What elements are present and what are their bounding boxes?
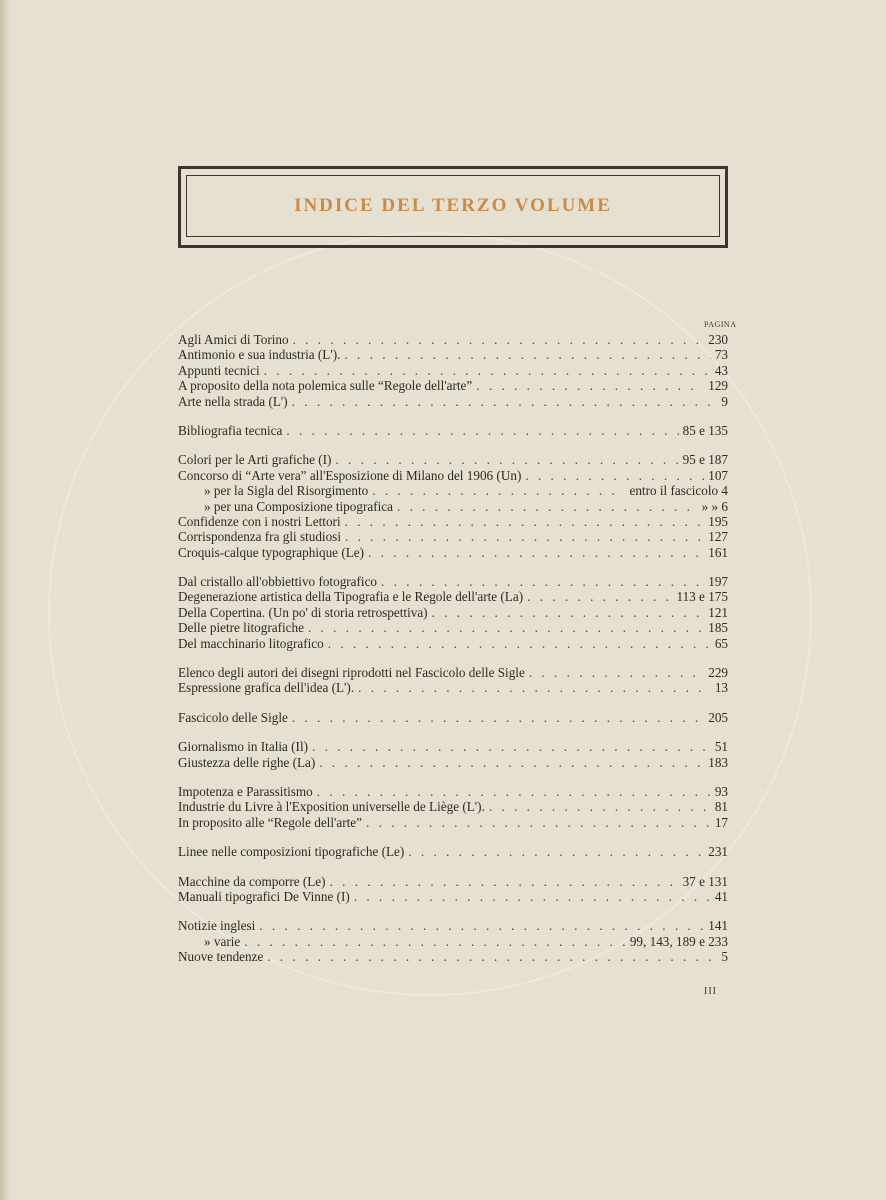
section-gap	[178, 409, 728, 423]
section-gap	[178, 770, 728, 784]
toc-entry-page: 43	[714, 362, 728, 378]
toc-entry	[178, 347, 728, 362]
dot-leader	[432, 605, 705, 620]
page-column-label: PAGINA	[704, 320, 737, 329]
toc-entry-title: Industrie du Livre à l'Exposition universelle de Liège (L').	[178, 799, 485, 815]
toc-entry-page: entro il fascicolo 4	[629, 483, 728, 499]
toc-entry	[178, 605, 728, 620]
toc-entry-page: 127	[708, 529, 728, 545]
toc-entry-title: Delle pietre litografiche	[178, 620, 304, 636]
toc-entry	[178, 529, 728, 544]
toc-entry	[178, 844, 728, 859]
toc-entry	[178, 636, 728, 651]
section-gap	[178, 438, 728, 452]
section-gap	[178, 696, 728, 710]
dot-leader	[525, 468, 704, 483]
page-title: INDICE DEL TERZO VOLUME	[294, 195, 612, 216]
toc-entry	[178, 574, 728, 589]
dot-leader	[330, 874, 679, 889]
toc-entry-title: A proposito della nota polemica sulle “Regole dell'arte”	[178, 378, 473, 394]
dot-leader	[397, 499, 698, 514]
toc-entry-title: Manuali tipografici De Vinne (I)	[178, 888, 350, 904]
toc-entry-page: 81	[714, 799, 728, 815]
toc-entry-page: 51	[714, 739, 728, 755]
dot-leader	[358, 680, 711, 695]
toc-entry-page: 85 e 135	[682, 422, 728, 438]
dot-leader	[372, 483, 625, 498]
dot-leader	[308, 620, 704, 635]
dot-leader	[354, 889, 711, 904]
toc-entry-page: 185	[708, 620, 728, 636]
toc-entry-title: Macchine da comporre (Le)	[178, 873, 326, 889]
toc-entry	[178, 468, 728, 483]
toc-entry	[178, 514, 728, 529]
toc-entry-title: Giornalismo in Italia (Il)	[178, 739, 309, 755]
toc-entry-title: Espressione grafica dell'idea (L').	[178, 680, 355, 696]
dot-leader	[345, 514, 705, 529]
toc-entry	[178, 378, 728, 393]
title-frame-inner	[186, 175, 720, 237]
dot-leader	[366, 815, 711, 830]
dot-leader	[244, 934, 626, 949]
toc-entry-title: Dal cristallo all'obbiettivo fotografico	[178, 574, 378, 590]
toc-entry-title: Impotenza e Parassitismo	[178, 783, 313, 799]
dot-leader	[292, 710, 704, 725]
toc-entry	[178, 799, 728, 814]
toc-entry-title: Elenco degli autori dei disegni riprodotti nel Fascicolo delle Sigle	[178, 665, 525, 681]
toc-entry-page: 73	[714, 347, 728, 363]
toc-entry	[178, 949, 728, 964]
toc-entry	[178, 874, 728, 889]
toc-entry	[178, 589, 728, 604]
toc-entry-title: Colori per le Arti grafiche (I)	[178, 452, 332, 468]
dot-leader	[529, 665, 704, 680]
section-gap	[178, 830, 728, 844]
toc-entry	[178, 452, 728, 467]
toc-entry-title: Linee nelle composizioni tipografiche (Le)	[178, 844, 405, 860]
toc-entry-page: 231	[708, 844, 728, 860]
toc-entry-title: Degenerazione artistica della Tipografia e le Regole dell'arte (La)	[178, 589, 524, 605]
toc-entry-page: 205	[708, 709, 728, 725]
toc-entry-page: 183	[708, 754, 728, 770]
toc-entry-page: » » 6	[701, 498, 728, 514]
toc-entry-title: Del macchinario litografico	[178, 635, 324, 651]
toc-entry-page: 107	[708, 467, 728, 483]
toc-entry-title: Concorso di “Arte vera” all'Esposizione di Milano del 1906 (Un)	[178, 467, 522, 483]
section-gap	[178, 904, 728, 918]
toc-entry-title: » per una Composizione tipografica	[204, 498, 393, 514]
toc-entry-title: Della Copertina. (Un po' di storia retrospettiva)	[178, 604, 428, 620]
section-gap	[178, 651, 728, 665]
toc-entry-page: 65	[714, 635, 728, 651]
dot-leader	[381, 574, 704, 589]
toc-entry	[178, 665, 728, 680]
dot-leader	[264, 363, 711, 378]
toc-entry	[178, 545, 728, 560]
toc-entry-page: 230	[708, 332, 728, 347]
dot-leader	[286, 423, 678, 438]
toc-entry	[178, 815, 728, 830]
toc-entry-title: Corrispondenza fra gli studiosi	[178, 529, 341, 545]
toc-entry-page: 195	[708, 513, 728, 529]
toc-entry	[178, 755, 728, 770]
toc-entry-title: » varie	[204, 933, 241, 949]
toc-entry	[178, 889, 728, 904]
table-of-contents	[178, 332, 728, 965]
toc-entry	[178, 710, 728, 725]
dot-leader	[476, 378, 704, 393]
dot-leader	[328, 636, 711, 651]
dot-leader	[408, 844, 704, 859]
toc-entry-title: Agli Amici di Torino	[178, 332, 289, 347]
toc-entry	[178, 680, 728, 695]
toc-entry-page: 113 e 175	[676, 589, 728, 605]
toc-entry	[178, 423, 728, 438]
toc-entry-title: Arte nella strada (L')	[178, 393, 288, 409]
toc-entry-title: Fascicolo delle Sigle	[178, 709, 288, 725]
toc-entry-page: 41	[714, 888, 728, 904]
dot-leader	[344, 347, 710, 362]
toc-entry	[178, 363, 728, 378]
toc-entry-title: Antimonio e sua industria (L').	[178, 347, 341, 363]
toc-entry	[178, 499, 728, 514]
toc-entry-title: Appunti tecnici	[178, 362, 260, 378]
toc-entry	[178, 934, 728, 949]
toc-entry	[178, 332, 728, 347]
toc-entry-page: 129	[708, 378, 728, 394]
toc-entry	[178, 394, 728, 409]
toc-entry-page: 37 e 131	[682, 873, 728, 889]
toc-entry-page: 197	[708, 574, 728, 590]
toc-entry	[178, 620, 728, 635]
toc-entry	[178, 918, 728, 933]
toc-entry-page: 17	[714, 814, 728, 830]
dot-leader	[317, 784, 711, 799]
toc-entry-page: 13	[714, 680, 728, 696]
dot-leader	[345, 529, 704, 544]
toc-entry-page: 121	[708, 604, 728, 620]
toc-entry-page: 99, 143, 189 e 233	[629, 933, 728, 949]
toc-entry-title: In proposito alle “Regole dell'arte”	[178, 814, 363, 830]
toc-entry-page: 9	[721, 393, 728, 409]
dot-leader	[335, 452, 678, 467]
toc-entry-title: Notizie inglesi	[178, 918, 256, 934]
page-edge	[0, 0, 10, 1200]
dot-leader	[527, 589, 672, 604]
dot-leader	[312, 739, 711, 754]
section-gap	[178, 860, 728, 874]
toc-entry-page: 229	[708, 665, 728, 681]
page-folio: III	[704, 986, 717, 997]
dot-leader	[267, 949, 717, 964]
toc-entry-page: 141	[708, 918, 728, 934]
toc-entry-page: 161	[708, 544, 728, 560]
toc-entry-page: 5	[721, 949, 728, 965]
dot-leader	[293, 332, 705, 347]
toc-entry-page: 95 e 187	[682, 452, 728, 468]
toc-entry-title: Bibliografia tecnica	[178, 422, 283, 438]
toc-entry-title: Croquis-calque typographique (Le)	[178, 544, 365, 560]
toc-entry-title: Giustezza delle righe (La)	[178, 754, 316, 770]
dot-leader	[489, 799, 711, 814]
dot-leader	[368, 545, 704, 560]
toc-entry-title: Confidenze con i nostri Lettori	[178, 513, 341, 529]
toc-entry	[178, 739, 728, 754]
section-gap	[178, 725, 728, 739]
section-gap	[178, 560, 728, 574]
toc-entry-title: » per la Sigla del Risorgimento	[204, 483, 369, 499]
dot-leader	[292, 394, 718, 409]
dot-leader	[319, 755, 704, 770]
toc-entry-page: 93	[714, 783, 728, 799]
toc-entry	[178, 784, 728, 799]
dot-leader	[259, 918, 704, 933]
toc-entry-title: Nuove tendenze	[178, 949, 264, 965]
toc-entry	[178, 483, 728, 498]
